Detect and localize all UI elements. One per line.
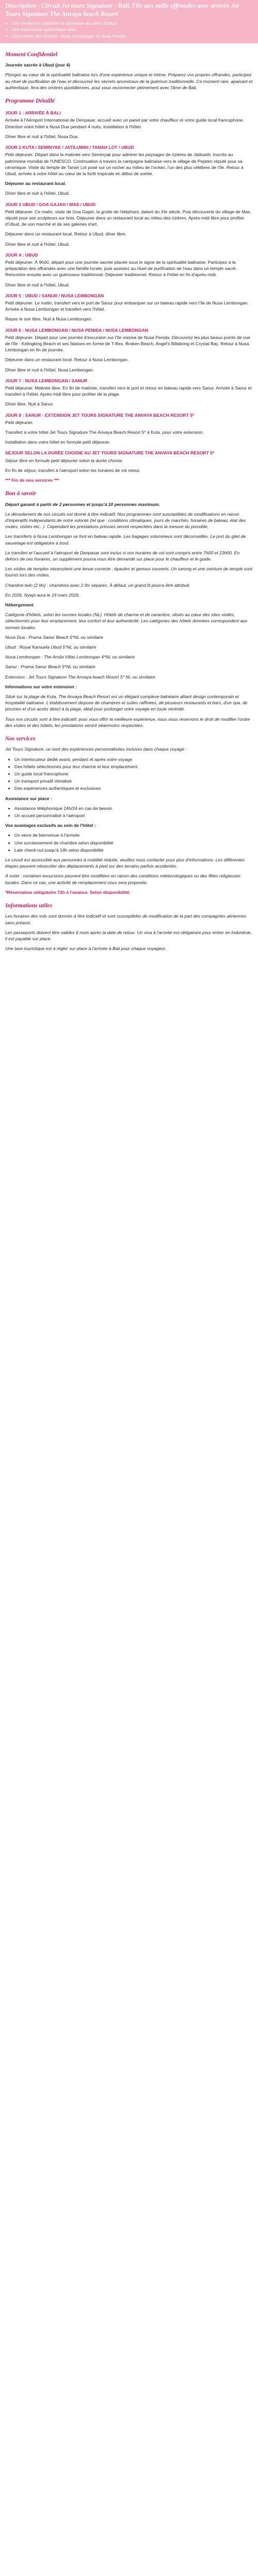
hebergement-text: Catégorie d'hôtels, selon les normes locales (NL). Hôtels de charme et de caractère, situés au cœur des sites visités, sélectionnés pour leur emplacement, leur confort et leur authenticité. Les catégories des hôtels données correspondent aux normes locales.	[5, 612, 248, 630]
day-title: JOUR 8 : SANUR - EXTENSION JET TOURS SIGNATURE THE ANVAYA BEACH RESORT 5*	[5, 412, 195, 418]
infos-paragraph: Une taxe touristique est à régler sur place à l'arrivée à Bali pour chaque voyageur.	[5, 946, 167, 952]
day-paragraph: Déjeuner au restaurant local.	[5, 181, 66, 187]
day-paragraph: Déjeuner dans un restaurant local. Retour à Ubud, dîner libre.	[5, 231, 127, 237]
infos-paragraph: Les passeports doivent être valides 6 mois après la date de retour. Un visa à l'arrivée est obligatoire pour entrer en Indonésie, il est payable sur place.	[5, 929, 252, 941]
header-bullet: • Une expérience authentique avec	[12, 26, 253, 32]
section-title-moment: Moment Confidentiel	[5, 51, 58, 58]
infos-paragraph: Les horaires des vols sont donnés à titre indicatif et sont susceptibles de modification de la part des compagnies aériennes sans préavis.	[5, 913, 247, 925]
day-paragraph: Petit déjeuner. Départ dans la matinée vers Seminyak pour admirer les paysages de rizières de Jatiluwih, inscrits au patrimoine mondial de l'UNESCO. Continuation à travers la campagne balinaise vers le village de Pejaten réputé pour sa céramique. Visite du temple de Tanah Lot posé sur un rocher au milieu de l'océan, l'un des plus célèbres de l'île. Retour à Ubud, arrivée à votre hôtel au cœur de la forêt tropicale en début de soirée.	[5, 152, 244, 176]
list-item: • Assistance téléphonique 24h/24 en cas de besoin	[14, 805, 253, 811]
hotel-line: Ubud : Royal Kamuela Ubud 5*NL ou similaire	[5, 645, 96, 650]
moment-text: Plongez au cœur de la spiritualité balinaise lors d'une expérience unique et intime. Préparez vos propres offrandes, participez au rituel de purification de l'eau et découvrez les secrets ancestraux de la guérison traditionnelle. Ce moment rare, apaisant et authentique, fera des ombres quotidiennes, pour vous reconnecter pleinement avec l'âme de Bali.	[5, 72, 253, 90]
day-paragraph: Installation dans votre hôtel en formule petit déjeuner.	[5, 439, 110, 445]
day-paragraph: Petit déjeuner. Le matin, transfert vers le port de Sanur pour embarquer sur un bateau rapide vers l'île de Nusa Lembongan. Arrivée à Nusa Lembongan et transfert vers l'hôtel.	[5, 300, 249, 312]
day-paragraph: Dîner libre. Nuit à Sanur.	[5, 401, 54, 407]
day-block	[5, 252, 253, 288]
day-paragraph: Petit déjeuner. Départ pour une journée d'excursion sur l'île voisine de Nusa Penida. Découvrez les plus beaux points de vue de l'île : Kelingking Beach et ses falaises en forme de T-Rex, Broken Beach, Angel's Billabong et Crystal Bay. Retour à Nusa Lembongan en fin de journée.	[5, 334, 250, 353]
list-item: • Un interlocuteur dédié avant, pendant et après votre voyage	[14, 756, 253, 762]
day-title: JOUR 2 KUTA / SEMINYAK / JATILUWIH / TANAH LOT / UBUD	[5, 145, 134, 150]
bon-date: En 2026, Nyepi aura le 19 mars 2026.	[5, 592, 80, 598]
main-content	[0, 43, 258, 962]
moment-subtitle: Journée sacrée à Ubud (jour 4)	[5, 62, 71, 68]
list-item: • Late check-out jusqu'à 14h selon disponibilité	[14, 847, 253, 853]
day-paragraph: Dîner libre et nuit à l'hôtel, Nusa Lembongan.	[5, 367, 94, 372]
advantages-text: Le circuit est accessible aux personnes à mobilité réduite, veuillez nous contacter pour plus d'informations. Les différentes étapes peuvent nécessiter des déplacements à pied sur des terrains parfois accidentés.	[5, 857, 245, 869]
day-paragraph: Déjeuner dans un restaurant local. Retour à Nusa Lembongan.	[5, 357, 129, 363]
day-title: JOUR 7 : NUSA LEMBONGAN / SANUR	[5, 378, 88, 383]
assistance-title: Assistance sur place :	[5, 795, 52, 801]
programme-note: Séjour libre en formule petit déjeuner selon la durée choisie.	[5, 457, 123, 463]
header-bullet-list	[5, 20, 253, 39]
info-label: Informations sur votre extension :	[5, 684, 77, 689]
page-title: Description - Circuit Jet tours Signature - Bali, l'île aux mille offrandes avec arrivée Jet Tours Signature The Anvaya beach Resort	[5, 2, 239, 18]
day-title: JOUR 6 : NUSA LEMBONGAN / NUSA PENIDA / NUSA LEMBONGAN	[5, 327, 149, 333]
day-block	[5, 144, 253, 196]
day-paragraph: Petit déjeuner. Matinée libre. En fin de matinée, transfert vers le port et retour en bateau rapide vers Sanur. Arrivée à Sanur et transfert à l'hôtel. Après-midi libre pour profiter de la plage.	[5, 385, 252, 397]
day-paragraph: Petit déjeuner. À 9h00, départ pour une journée sacrée placée sous le signe de la spiritualité balinaise. Participez à la préparation des offrandes avec une famille locale, puis assistez au rituel de purification de l'eau dans un temple sacré. Rencontre ensuite avec un guérisseur traditionnel. Déjeuner traditionnel. Retour à l'hôtel en fin d'après-midi.	[5, 259, 237, 278]
header-bullet: • Une immersion culturelle et artisanale au cœur d'Ubud	[12, 20, 253, 26]
list-item: • Un verre de bienvenue à l'arrivée	[14, 832, 253, 838]
day-paragraph: Dîner libre et nuit à l'hôtel, Ubud.	[5, 282, 70, 287]
section-title-infos: Informations utiles	[5, 903, 53, 909]
bon-paragraph: Le transfert et l'accueil à l'aéroport de Denpasar sont inclus si vos horaires de vol sont compris entre 7h00 et 23h00. En dehors de ces horaires, un supplément pourra vous être demandé sur place pour le chauffeur et le guide.	[5, 550, 240, 562]
list-item: • Une surclassement de chambre selon disponibilité	[14, 840, 253, 846]
list-item: • Un accueil personnalisé à l'aéroport	[14, 812, 253, 819]
page	[0, 0, 258, 961]
list-item: • Des expériences authentiques et exclusives	[14, 785, 253, 791]
list-item: • Des hôtels sélectionnés pour leur charme et leur emplacement	[14, 764, 253, 770]
extension-line: Extension : Jet Tours Signature The Anvaya beach Resort 5* NL ou similaire.	[5, 674, 156, 680]
assistance-list	[5, 805, 253, 819]
day-title: JOUR 4 : UBUD	[5, 252, 38, 258]
info-text: Situé sur la plage de Kuta, The Anvaya Beach Resort est un élégant complexe balnéaire alliant design contemporain et hospitalité balinaise. L'établissement dispose de chambres et suites raffinées, de plusieurs restaurants et bars, d'un spa, de piscines et d'un accès direct à la plage, idéal pour prolonger votre voyage en toute sérénité.	[5, 694, 248, 712]
day-paragraph: Transfert à votre hôtel Jet Tours Signature The Anvaya Beach Resort 5* à Kuta, pour votre extension.	[5, 430, 204, 435]
day-paragraph: Dîner libre et nuit à l'hôtel, Ubud.	[5, 241, 70, 247]
bon-paragraph: Les transferts à Nusa Lembongan se font en bateau rapide. Les bagages volumineux sont déconseillés. Le port du gilet de sauvetage est obligatoire à bord.	[5, 534, 246, 546]
programme-note-title: SEJOUR SELON LA DURÉE CHOISIE AU JET TOURS SIGNATURE THE ANVAYA BEACH RESORT 5*	[5, 450, 215, 456]
day-block	[5, 327, 253, 373]
day-paragraph: Repas le soir libre. Nuit à Nusa Lembongan.	[5, 316, 92, 322]
day-paragraph: Dîner libre et nuit à l'hôtel, Ubud.	[5, 191, 70, 196]
header-banner	[0, 0, 258, 43]
services-list	[5, 756, 253, 792]
header-bullet: • Découverte des rizières : Nusa Lembongan et Nusa Penida	[12, 33, 253, 39]
section-title-services: Nos services	[5, 736, 36, 742]
list-item: • Un guide local francophone	[14, 771, 253, 777]
section-title-programme: Programme Détaillé	[5, 97, 55, 104]
hotel-line: Sanur : Prama Sanur Beach 5*NL ou similaire	[5, 664, 95, 670]
day-title: JOUR 5 : UBUD / SANUR / NUSA LEMBONGAN	[5, 293, 104, 298]
bon-paragraph: Le déroulement de nos circuits est donné à titre indicatif. Nos programmes sont susceptibles de modifications en raison d'impératifs indépendants de notre volonté (tel que : conditions climatiques, jours de marchés, horaires de bateau, état des routes, visites etc...). Cependant les prestations prévues seront respectées dans la mesure du possible.	[5, 511, 246, 530]
advantages-title: Vos avantages exclusifs au sein de l'hôtel :	[5, 823, 96, 828]
day-title: JOUR 1 : ARRIVÉE À BALI	[5, 110, 61, 116]
day-paragraph: Arrivée à l'Aéroport International de Denpasar, accueil avec un panel par votre chauffeur et votre guide local francophone. Direction votre hôtel à Nusa Dua pendant 4 nuits, installation à l'hôtel.	[5, 117, 244, 129]
tous-text: Tous nos circuits sont à titre indicatif, pour vous offrir la meilleure expérience, nous nous réservons le droit de modifier l'ordre des visites et des hôtels, les prestations seront néanmoins respectées.	[5, 716, 250, 728]
day-block	[5, 412, 253, 446]
day-paragraph: Petit déjeuner. Ce matin, visite de Goa Gajah, la grotte de l'éléphant, datant du XIe siècle. Puis découverte du village de Mas, réputé pour ses sculpteurs sur bois. Déjeuner dans un restaurant local au milieu des rizières. Après-midi libre pour profiter d'Ubud, de son marché et de ses galeries d'art.	[5, 209, 251, 227]
reservation-note: *Réservation obligatoire 72h à l'avance. Selon disponibilité.	[5, 889, 131, 895]
hebergement-label: Hébergement	[5, 602, 34, 607]
day-block	[5, 293, 253, 323]
day-block	[5, 378, 253, 408]
programme-note: En fin de séjour, transfert à l'aéroport selon les horaires de vol retour.	[5, 467, 141, 473]
day-paragraph: Petit déjeuner.	[5, 419, 34, 425]
section-title-bon: Bon à savoir	[5, 490, 37, 497]
hotel-line: Nusa Lembongan : The Arsila Villas Lembongan 4*NL ou similaire	[5, 654, 135, 660]
bon-paragraph: Les visites de temples nécessitent une tenue correcte : épaules et genoux couverts. Un sarong et une ceinture de temple sont fournis lors des visites.	[5, 566, 253, 578]
list-item: • Un transport privatif climatisé	[14, 778, 253, 784]
day-paragraph: Dîner libre et nuit à l'hôtel, Nusa Dua.	[5, 133, 79, 139]
bon-intro: Départ garanti à partir de 2 personnes et jusqu'à 10 personnes maximum.	[5, 501, 160, 507]
bon-chambre: Chambre twin (2 lits) : chambres avec 2 lits séparés. À défaut, un grand lit pourra être attribué.	[5, 582, 191, 588]
hotel-line: Nusa Dua : Prama Sanur Beach 5*NL ou similaire	[5, 634, 103, 640]
day-block	[5, 110, 253, 140]
programme-end: *** Fin de nos services ***	[5, 478, 59, 483]
day-title: JOUR 3 UBUD / GOA GAJAH / MAS / UBUD	[5, 201, 96, 207]
services-intro: Jet Tours Signature, ce sont des expériences personnalisées incluses dans chaque voyage :	[5, 747, 187, 752]
day-block	[5, 201, 253, 247]
advantages-text: À noter : certaines excursions peuvent être modifiées en raison des conditions météorologiques ou des fêtes religieuses locales. Dans ce cas, une activité de remplacement vous sera proposée.	[5, 873, 241, 885]
advantages-list	[5, 832, 253, 853]
